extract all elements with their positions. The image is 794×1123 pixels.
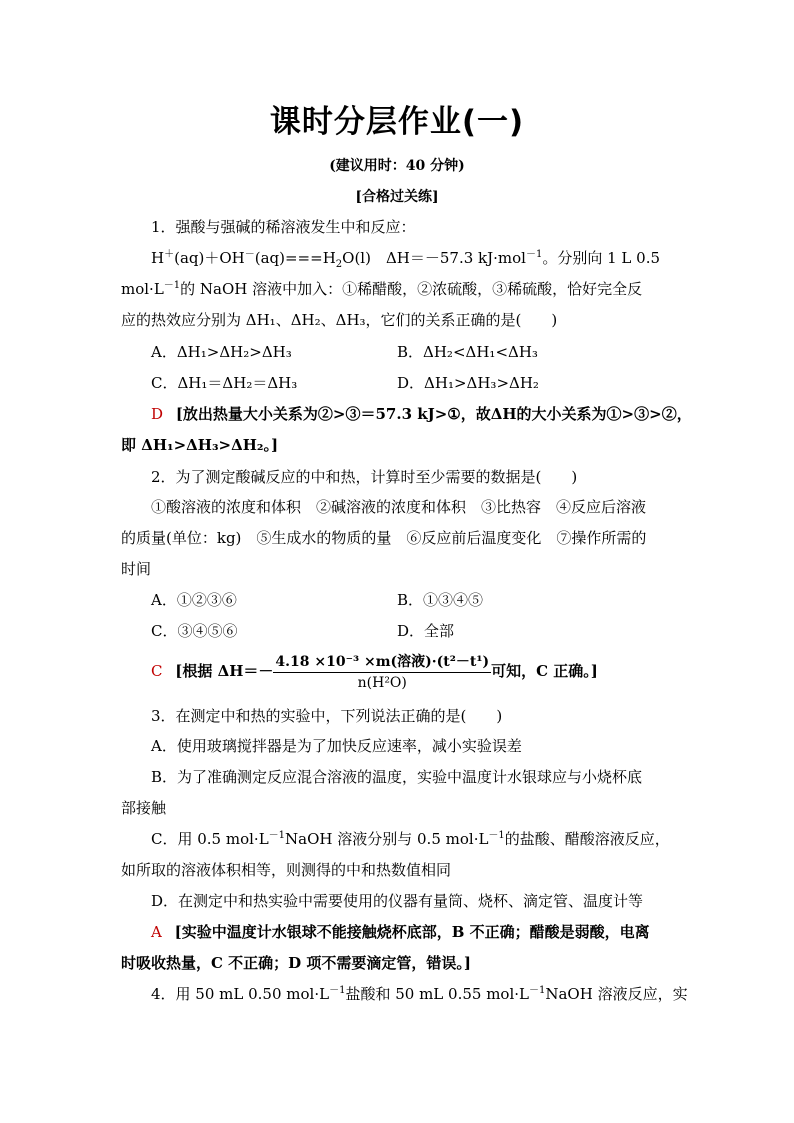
q2-answer-letter: C: [151, 662, 163, 680]
q3-answer-text: [实验中温度计水银球不能接触烧杯底部，B 不正确；醋酸是弱酸，电离: [174, 923, 650, 941]
time-hint: (建议用时：40 分钟): [329, 158, 465, 174]
q1-answer-letter: D: [151, 405, 164, 423]
q1-answer-text: [放出热量大小关系为②>③＝57.3 kJ>①，故ΔH的大小关系为①>③>②，: [175, 405, 692, 423]
q3-answer-cont: 时吸收热量，C 不正确；D 项不需要滴定管，错误。]: [121, 954, 471, 972]
q3-option-c-cont: 如所取的溶液体积相等，则测得的中和热数值相同: [121, 861, 452, 879]
q2-items-2: 的质量(单位：kg) ⑤生成水的物质的量 ⑥反应前后温度变化 ⑦操作所需的: [121, 529, 647, 547]
q2-answer: C [根据 ΔH＝－ $\frac{\text{4.18 ×10⁻³ ×m(溶液)·(t²－t¹)}}{\text{n(H²O)}}$ 可知，C 正确。]: [151, 653, 598, 691]
q3-option-b: B．为了准确测定反应混合溶液的温度，实验中温度计水银球应与小烧杯底: [151, 768, 643, 786]
section-heading: [合格过关练]: [355, 189, 439, 205]
q1-line3: $mol\cdot L^{-1}$的 NaOH 溶液中加入：①稀醋酸，②浓硫酸，③稀硫酸，恰好完全反: [121, 280, 643, 298]
q1-option-c: C．ΔH₁＝ΔH₂＝ΔH₃: [151, 374, 298, 392]
q1-stem: 1．强酸与强碱的稀溶液发生中和反应：: [151, 218, 416, 236]
q3-option-b-cont: 部接触: [121, 799, 167, 817]
q1-option-d: D．ΔH₁>ΔH₃>ΔH₂: [397, 374, 539, 392]
q1-answer-cont: 即 ΔH₁>ΔH₃>ΔH₂。]: [121, 436, 279, 454]
q2-items-1: ①酸溶液的浓度和体积 ②碱溶液的浓度和体积 ③比热容 ④反应后溶液: [151, 498, 647, 516]
q3-answer: [151, 922, 650, 942]
q3-option-c: C．用 0.5 $mol\cdot L^{-1}NaOH$ 溶液分别与 0.5 $mol\cdot L^{-1}$的盐酸、醋酸溶液反应，: [151, 830, 670, 848]
q2-formula-fraction: [273, 652, 491, 693]
page-title: 课时分层作业(一): [269, 104, 525, 140]
q3-answer-letter: A: [151, 923, 162, 941]
q1-option-b: B．ΔH₂<ΔH₁<ΔH₃: [397, 343, 538, 361]
q2-option-d: D．全部: [397, 622, 455, 640]
q3-option-d: D．在测定中和热实验中需要使用的仪器有量筒、烧杯、滴定管、温度计等: [151, 892, 644, 910]
q1-answer: [151, 404, 692, 424]
q2-option-a: A．①②③⑥: [151, 591, 237, 609]
q4-stem: 4．用 50 mL 0.50 $mol\cdot L^{-1}$盐酸和 50 mL 0.55 $mol\cdot L^{-1}NaOH$ 溶液反应，实: [151, 985, 688, 1003]
q2-option-c: C．③④⑤⑥: [151, 622, 238, 640]
q1-line4: 应的热效应分别为 ΔH₁、ΔH₂、ΔH₃，它们的关系正确的是( ): [121, 311, 558, 329]
q2-option-b: B．①③④⑤: [397, 591, 484, 609]
q2-stem: 2．为了测定酸碱反应的中和热，计算时至少需要的数据是( ): [151, 468, 578, 486]
q3-stem: 3．在测定中和热的实验中，下列说法正确的是( ): [151, 707, 503, 725]
q1-option-a: A．ΔH₁>ΔH₂>ΔH₃: [151, 343, 292, 361]
q2-formula-denominator: n(H²O): [357, 674, 407, 691]
q2-items-3: 时间: [121, 560, 152, 578]
q1-equation: $H^+(aq)+OH^-(aq)===H_2O(l)$ ΔH＝－57.3 kJ·mol$^{-1}$。分别向 1 L 0.5: [151, 249, 661, 270]
q3-option-a: A．使用玻璃搅拌器是为了加快反应速率，减小实验误差: [151, 737, 522, 755]
q2-formula-numerator: 4.18 ×10⁻³ ×m(溶液)·(t²－t¹): [273, 652, 491, 673]
